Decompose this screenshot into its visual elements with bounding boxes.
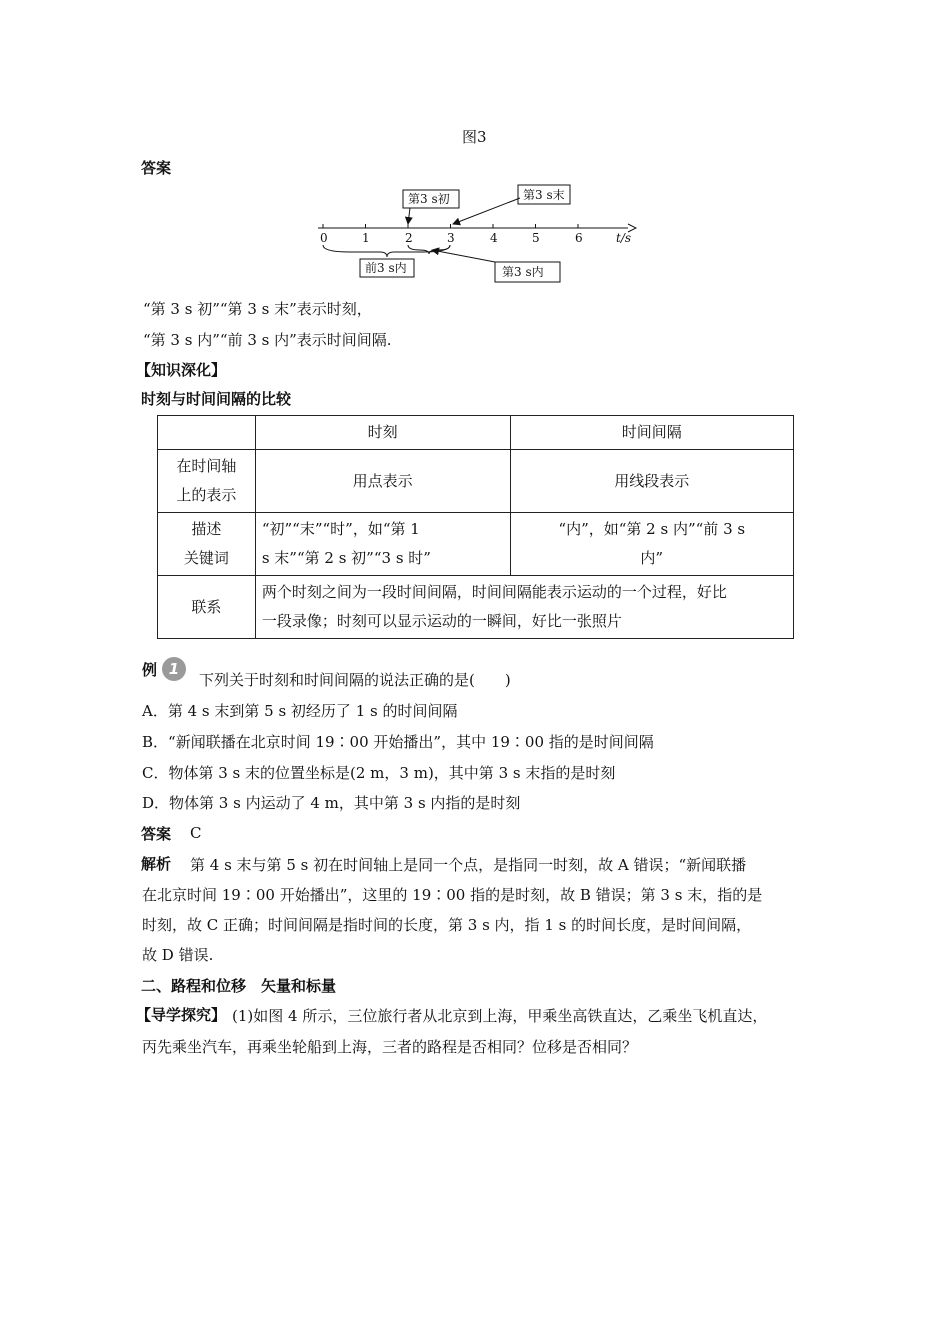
time-axis-diagram <box>310 182 640 284</box>
answer-line-1: “第 3 s 初”“第 3 s 末”表示时刻， <box>143 300 372 318</box>
label-first-three-seconds: 前3 s内 <box>365 261 407 275</box>
arrow-third-second-within <box>432 250 495 262</box>
guide-label: 【导学探究】 <box>136 1006 227 1024</box>
analysis-label: 解析 <box>141 855 172 873</box>
table-header-row <box>158 416 794 450</box>
label-third-second-within: 第3 s内 <box>502 265 544 279</box>
table-title: 时刻与时间间隔的比较 <box>141 390 292 408</box>
option-b: B．“新闻联播在北京时间 19∶00 开始播出”，其中 19∶00 指的是时间间隔 <box>142 733 654 751</box>
example-question: 下列关于时刻和时间间隔的说法正确的是( ) <box>199 671 511 689</box>
example-answer-value: C <box>190 824 202 842</box>
guide-line-1: (1)如图 4 所示，三位旅行者从北京到上海，甲乘坐高铁直达，乙乘坐飞机直达， <box>232 1007 768 1025</box>
row-header-keywords: 描述 关键词 <box>158 513 256 576</box>
tick-label-4: 4 <box>490 231 498 245</box>
tick-label-3: 3 <box>447 231 455 245</box>
example-number-badge: 1 <box>162 657 186 681</box>
option-a: A．第 4 s 末到第 5 s 初经历了 1 s 的时间间隔 <box>142 702 458 720</box>
tick-label-2: 2 <box>405 231 413 245</box>
analysis-line-3: 时刻，故 C 正确；时间间隔是指时间的长度，第 3 s 内，指 1 s 的时间长度，是时间间隔， <box>142 916 752 934</box>
answer-line-2: “第 3 s 内”“前 3 s 内”表示时间间隔. <box>143 331 392 349</box>
table-row-relation <box>158 576 794 639</box>
analysis-line-1: 第 4 s 末与第 5 s 初在时间轴上是同一个点，是指同一时刻，故 A 错误；“新闻联播 <box>190 856 747 874</box>
table-row-keywords <box>158 513 794 576</box>
guide-line-2: 丙先乘坐汽车，再乘坐轮船到上海，三者的路程是否相同？位移是否相同？ <box>142 1038 638 1056</box>
cell-relation: 两个时刻之间为一段时间间隔，时间间隔能表示运动的一个过程，好比 一段录像；时刻可以显示运动的一瞬间，好比一张照片 <box>255 576 793 639</box>
axis-unit-label: t/s <box>616 231 632 245</box>
arrow-third-second-end <box>453 198 520 224</box>
table-header-moment: 时刻 <box>255 416 510 450</box>
cell-axis-moment: 用点表示 <box>255 450 510 513</box>
table-header-empty <box>158 416 256 450</box>
label-third-second-start: 第3 s初 <box>408 192 450 206</box>
figure-caption: 图3 <box>462 128 487 146</box>
arrow-third-second-start <box>408 208 410 224</box>
example-answer-label: 答案 <box>141 825 172 843</box>
comparison-table <box>157 415 794 639</box>
analysis-line-4: 故 D 错误. <box>142 946 214 964</box>
axis-tick-marks <box>323 224 578 228</box>
option-c: C．物体第 3 s 末的位置坐标是(2 m，3 m)，其中第 3 s 末指的是时刻 <box>142 764 616 782</box>
tick-label-5: 5 <box>532 231 540 245</box>
row-header-relation: 联系 <box>158 576 256 639</box>
option-d: D．物体第 3 s 内运动了 4 m，其中第 3 s 内指的是时刻 <box>142 794 521 812</box>
knowledge-heading: 【知识深化】 <box>136 361 227 379</box>
label-third-second-end: 第3 s末 <box>523 188 565 202</box>
section-2-heading: 二、路程和位移 矢量和标量 <box>141 977 337 995</box>
cell-axis-interval: 用线段表示 <box>510 450 794 513</box>
tick-label-6: 6 <box>575 231 583 245</box>
answer-heading: 答案 <box>141 159 172 177</box>
tick-label-0: 0 <box>320 231 328 245</box>
row-header-axis: 在时间轴 上的表示 <box>158 450 256 513</box>
cell-keywords-interval: “内”，如“第 2 s 内”“前 3 s 内” <box>510 513 794 576</box>
analysis-line-2: 在北京时间 19∶00 开始播出”，这里的 19∶00 指的是时刻，故 B 错误；第 3 s 末，指的是 <box>142 886 763 904</box>
example-label: 例 <box>142 661 158 679</box>
tick-label-1: 1 <box>362 231 370 245</box>
table-header-interval: 时间间隔 <box>510 416 794 450</box>
cell-keywords-moment: “初”“末”“时”，如“第 1 s 末”“第 2 s 初”“3 s 时” <box>255 513 510 576</box>
table-row-axis <box>158 450 794 513</box>
